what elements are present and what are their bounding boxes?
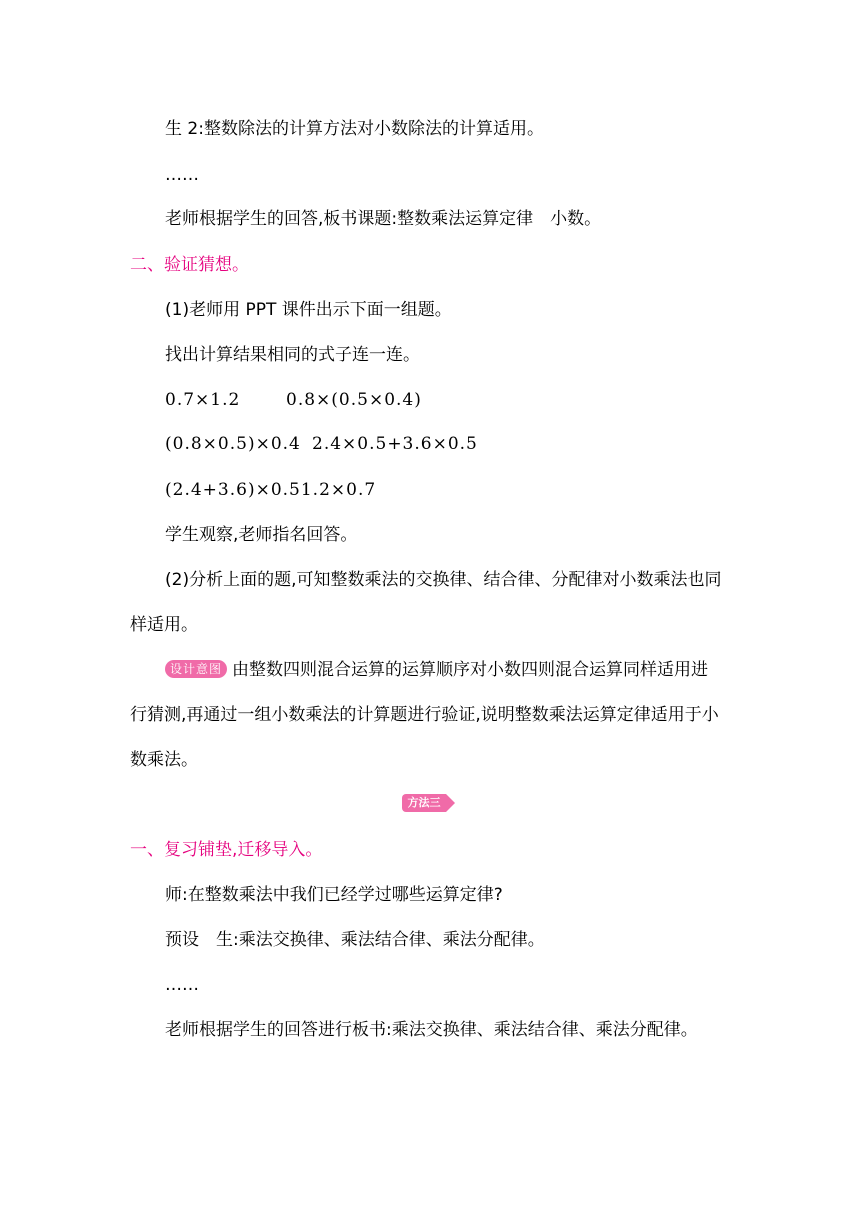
expression-row-1: [165, 388, 240, 412]
paragraph-analysis-line-2: 样适用。: [130, 615, 198, 635]
design-intent-badge: 设计意图: [165, 660, 227, 678]
ellipsis: ……: [165, 165, 199, 185]
paragraph-preset-answer: 预设 生:乘法交换律、乘法结合律、乘法分配律。: [165, 930, 545, 950]
expression-2a: (0.8×0.5)×0.4: [165, 434, 301, 454]
expression-3: (2.4+3.6)×0.51.2×0.7: [165, 480, 377, 500]
paragraph-student-answer: 生 2:整数除法的计算方法对小数除法的计算适用。: [165, 119, 544, 139]
expression-1b: 0.8×(0.5×0.4): [286, 390, 422, 410]
design-intent-line-3: 数乘法。: [130, 750, 198, 770]
paragraph-board-title: 老师根据学生的回答,板书课题:整数乘法运算定律 小数。: [165, 209, 602, 229]
paragraph-board-laws: 老师根据学生的回答进行板书:乘法交换律、乘法结合律、乘法分配律。: [165, 1020, 698, 1040]
method-three-label: 方法三: [402, 794, 446, 812]
paragraph-students-observe: 学生观察,老师指名回答。: [165, 525, 358, 545]
paragraph-teacher-question: 师:在整数乘法中我们已经学过哪些运算定律?: [165, 885, 503, 905]
expression-2b: 2.4×0.5+3.6×0.5: [312, 434, 478, 454]
method-three-tag: [402, 794, 454, 812]
paragraph-match-instruction: 找出计算结果相同的式子连一连。: [165, 345, 420, 365]
section-heading-review: 一、复习铺垫,迁移导入。: [130, 840, 323, 860]
paragraph-analysis-line-1: (2)分析上面的题,可知整数乘法的交换律、结合律、分配律对小数乘法也同: [165, 570, 722, 590]
section-heading-verify: 二、验证猜想。: [130, 255, 249, 275]
paragraph-ppt: (1)老师用 PPT 课件出示下面一组题。: [165, 300, 452, 320]
ellipsis-2: ……: [165, 975, 199, 995]
expression-1a: 0.7×1.2: [165, 390, 241, 410]
design-intent-line-2: 行猜测,再通过一组小数乘法的计算题进行验证,说明整数乘法运算定律适用于小: [130, 705, 719, 725]
method-tag-arrow-icon: [446, 794, 455, 812]
design-intent-line-1: [165, 658, 708, 682]
design-intent-text-1: 由整数四则混合运算的运算顺序对小数四则混合运算同样适用进: [232, 660, 709, 680]
